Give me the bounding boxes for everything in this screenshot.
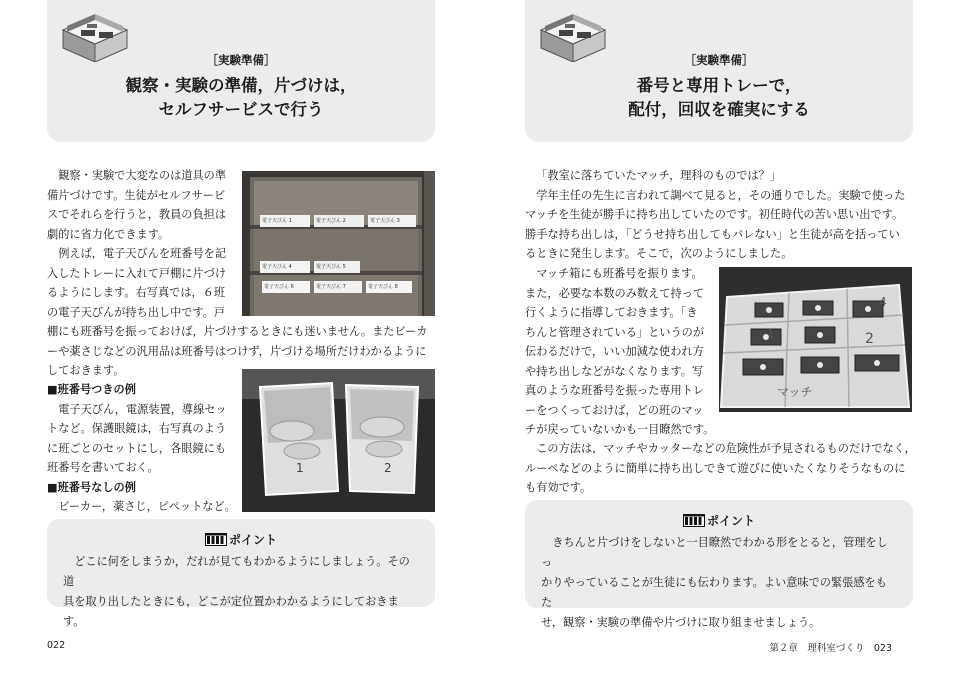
point-text: どこに何をしまうか，だれが見てもわかるようにしましょう。その道 具を取り出したときにも，どこが定位置かわかるようにしておきます。 <box>63 555 410 628</box>
body-text-wide: 棚にも班番号を振っておけば，片づけするときにも迷いません。またビーカ ーや薬さじなどの汎用品は班番号はつけず，片づける場所だけわかるように しておきます。 <box>47 325 428 377</box>
chapter-title: 第２章 理科室づくり <box>769 643 865 654</box>
tray-number: 1 <box>767 327 775 341</box>
tray-label: 電子天びん 2 <box>316 218 346 224</box>
chapter-footer <box>769 640 892 654</box>
bin-number: 2 <box>384 461 392 475</box>
subhead-without-number: ■班番号なしの例 <box>47 480 136 494</box>
page-title: 観察・実験の準備，片づけは， セルフサービスで行う <box>125 76 357 119</box>
tray-label: 電子天びん 5 <box>316 264 346 270</box>
tray-number: 2 <box>865 331 874 347</box>
point-box <box>47 519 435 628</box>
body-text-narrow: 観察・実験で大変なのは道具の準 備片づけです。生徒がセルフサービ スでそれらを行うと，教員の負担は 劇的に省力化できます。 例えば，電子天びんを班番号を記 入したトレーに入れて戸棚に片づけ るようにします。右写真では，６班 の電子天びんが持ち出し中です。戸 <box>47 169 227 319</box>
section-tag: ［実験準備］ <box>684 53 754 67</box>
right-page <box>480 0 960 680</box>
tray-label: 電子天びん 1 <box>262 218 292 224</box>
point-text: きちんと片づけをしないと一目瞭然でわかる形をとると，管理をしっ かりやっていることが生徒にも伝わります。よい意味での緊張感をもた せ，観察・実験の準備や片づけに取り組ませましょう。 <box>541 536 888 629</box>
page-number: 023 <box>873 643 892 654</box>
examples-text: ■班番号つきの例 電子天びん，電源装置，導線セッ トなど。保護眼鏡は，右写真のよう に班ごとのセットにし，各眼鏡にも 班番号を書いておく。 ■班番号なしの例 ビーカー，薬さじ，ピペットなど。 <box>47 380 237 517</box>
page-number: 022 <box>47 640 66 651</box>
point-box <box>525 500 913 629</box>
tray-label: 電子天びん 4 <box>262 264 292 270</box>
body-text-bottom: この方法は，マッチやカッターなどの危険性が予見されるものだけでなく， ルーペなどのように簡単に持ち出しできて遊びに使いたくなりそうなものに も有効です。 <box>525 442 916 494</box>
match-tray-photo <box>719 267 912 412</box>
tray-label: 電子天びん 6 <box>264 284 294 290</box>
tray-label: 電子天びん 8 <box>368 284 398 290</box>
tray-number: 4 <box>879 295 887 309</box>
point-heading: ポイント <box>47 531 435 548</box>
point-icon <box>205 533 227 546</box>
section-tag: ［実験準備］ <box>206 53 276 67</box>
tray-label: 電子天びん 7 <box>316 284 346 290</box>
goggle-bins-photo <box>242 369 435 512</box>
page-title: 番号と専用トレーで， 配付，回収を確実にする <box>628 76 810 119</box>
point-heading: ポイント <box>525 512 913 529</box>
tray-label: マッチ <box>777 385 813 399</box>
shelf-photo <box>242 171 435 316</box>
subhead-with-number: ■班番号つきの例 <box>47 383 136 396</box>
point-icon <box>683 514 705 527</box>
section-header <box>525 0 913 142</box>
tray-label: 電子天びん 3 <box>370 218 400 224</box>
section-header <box>47 0 435 142</box>
body-text-narrow: マッチ箱にも班番号を振ります。 また，必要な本数のみ数えて持って 行くように指導しておきます。「き ちんと管理されている」というのが 伝わるだけで，いい加減な使われ方 や持ち出しなどがなくなります。写 真のような班番号を振った専用トレ ーをつくっておけば，どの班のマッ チが戻っていないかも一目瞭然です。 <box>525 267 715 436</box>
body-text-top: 「教室に落ちていたマッチ，理科のものでは？」 学年主任の先生に言われて調べて見ると，その通りでした。実験で使った マッチを生徒が勝手に持ち出していたのです。初任時代の苦い思い出です。 勝手な持ち出しは，「どうせ持ち出してもバレない」と生徒が高を括ってい るときに発生します。そこで，次のようにしました。 <box>525 169 906 260</box>
bin-number: 1 <box>296 461 304 475</box>
